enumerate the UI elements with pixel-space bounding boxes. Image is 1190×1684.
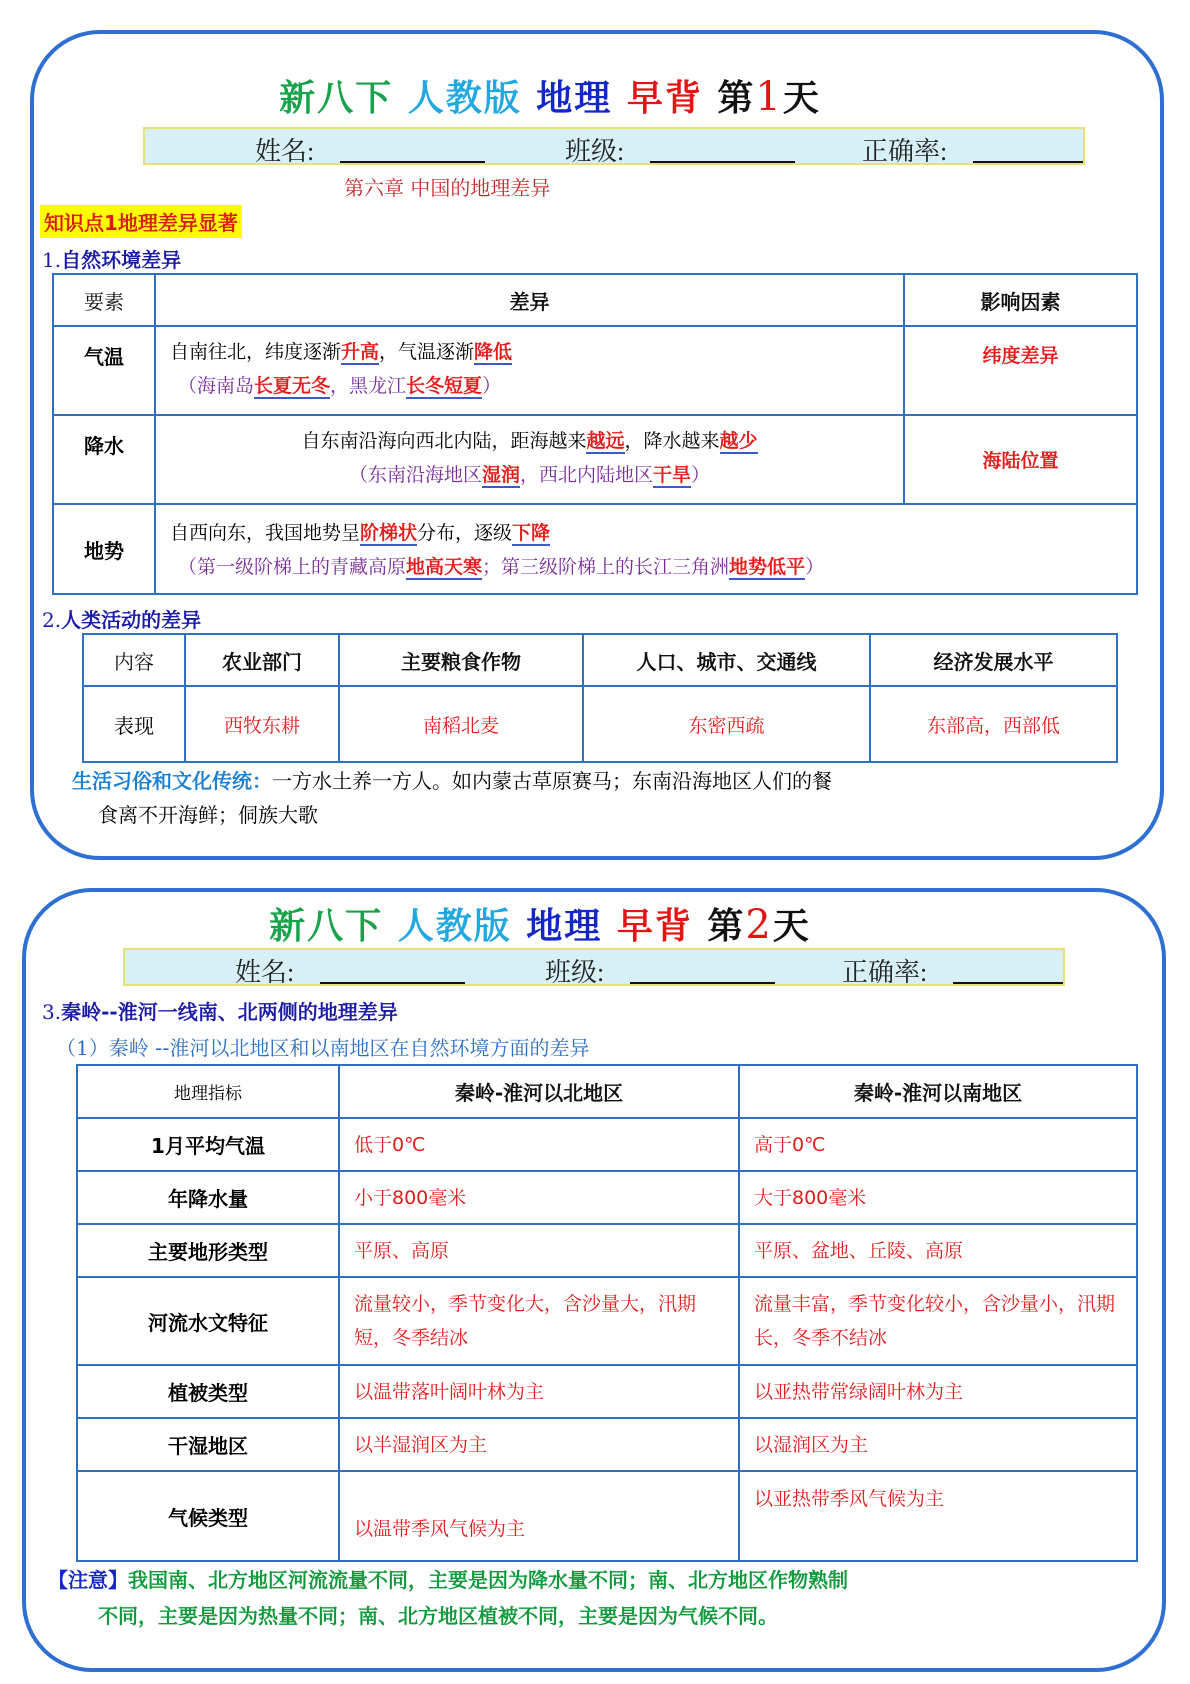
name-blank[interactable]	[320, 982, 465, 984]
table-header: 差异	[155, 274, 904, 326]
table-header: 要素	[53, 274, 155, 326]
class-blank[interactable]	[630, 982, 775, 984]
name-blank[interactable]	[340, 161, 485, 163]
table-header: 秦岭-淮河以北地区	[339, 1065, 739, 1118]
table-row: 地势 自西向东，我国地势呈阶梯状分布，逐级下降 （第一级阶梯上的青藏高原地高天寒；第三级阶梯上的长江三角洲地势低平）	[53, 504, 1137, 594]
subsection-heading: （1）秦岭 --淮河以北地区和以南地区在自然环境方面的差异	[56, 1036, 590, 1060]
name-label: 姓名:	[255, 137, 315, 166]
class-blank[interactable]	[650, 161, 795, 163]
rate-label: 正确率:	[842, 958, 928, 987]
table-header: 地理指标	[77, 1065, 339, 1118]
qinling-huaihe-table	[76, 1064, 1138, 1562]
chapter-title: 第六章 中国的地理差异	[344, 176, 551, 200]
table-row: 降水 自东南沿海向西北内陆，距海越来越远，降水越来越少 （东南沿海地区湿润，西北内陆地区干旱） 海陆位置	[53, 415, 1137, 504]
note-paragraph: 【注意】我国南、北方地区河流流量不同，主要是因为降水量不同；南、北方地区作物熟制 不同，主要是因为热量不同；南、北方地区植被不同，主要是因为气候不同。	[48, 1568, 848, 1628]
rate-blank[interactable]	[973, 161, 1083, 163]
section-heading: 2.人类活动的差异	[42, 608, 202, 632]
day1-title: 新八下 人教版 地理 早背 第1天	[279, 74, 821, 120]
table-row: 表现 西牧东耕 南稻北麦 东密西疏 东部高，西部低	[83, 686, 1117, 762]
table-row: 干湿地区 以半湿润区为主 以湿润区为主	[77, 1418, 1137, 1471]
natural-environment-table	[52, 273, 1138, 595]
table-row: 气候类型 以温带季风气候为主 以亚热带季风气候为主	[77, 1471, 1137, 1561]
name-label: 姓名:	[235, 958, 295, 987]
class-label: 班级:	[565, 137, 625, 166]
table-header: 影响因素	[904, 274, 1137, 326]
table-header: 秦岭-淮河以南地区	[739, 1065, 1137, 1118]
table-header: 人口、城市、交通线	[583, 634, 870, 686]
day1-namebar	[143, 127, 1085, 165]
section-heading: 3.秦岭--淮河一线南、北两侧的地理差异	[42, 1000, 398, 1024]
note-label: 【注意】	[48, 1568, 128, 1592]
table-header: 内容	[83, 634, 185, 686]
section-heading: 1.自然环境差异	[42, 248, 182, 272]
knowledge-point: 知识点1地理差异显著	[40, 205, 242, 238]
table-header: 经济发展水平	[870, 634, 1117, 686]
class-label: 班级:	[545, 958, 605, 987]
table-row: 气温 自南往北，纬度逐渐升高，气温逐渐降低 （海南岛长夏无冬，黑龙江长冬短夏） 纬度差异	[53, 326, 1137, 415]
day2-title: 新八下 人教版 地理 早背 第2天	[269, 902, 811, 948]
day2-namebar	[123, 948, 1065, 986]
rate-blank[interactable]	[953, 982, 1063, 984]
table-header: 主要粮食作物	[339, 634, 583, 686]
table-row: 1月平均气温 低于0℃ 高于0℃	[77, 1118, 1137, 1171]
table-row: 河流水文特征 流量较小，季节变化大，含沙量大，汛期短，冬季结冰 流量丰富，季节变化较小，含沙量小，汛期长，冬季不结冰	[77, 1277, 1137, 1365]
table-row: 植被类型 以温带落叶阔叶林为主 以亚热带常绿阔叶林为主	[77, 1365, 1137, 1418]
table-row: 主要地形类型 平原、高原 平原、盆地、丘陵、高原	[77, 1224, 1137, 1277]
customs-paragraph: 生活习俗和文化传统：一方水土养一方人。如内蒙古草原赛马；东南沿海地区人们的餐 食离不开海鲜；侗族大歌	[72, 769, 832, 827]
table-header: 农业部门	[185, 634, 339, 686]
table-row: 年降水量 小于800毫米 大于800毫米	[77, 1171, 1137, 1224]
rate-label: 正确率:	[862, 137, 948, 166]
human-activity-table	[82, 633, 1118, 763]
